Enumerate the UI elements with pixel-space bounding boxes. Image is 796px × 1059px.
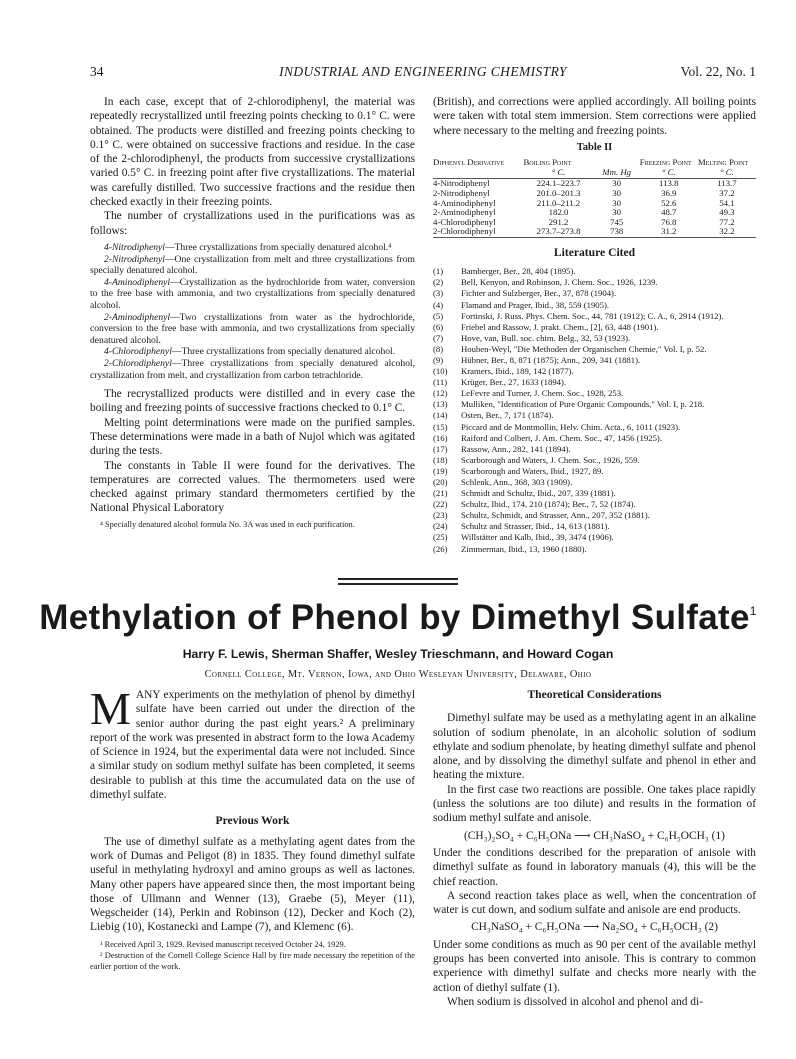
reference-number: (11) xyxy=(433,377,448,388)
reference-text: Hübner, Ber., 8, 871 (1875); Ann., 209, 341 (1881). xyxy=(461,354,641,365)
body-paragraph: The use of dimethyl sulfate as a methylating agent dates from the work of Dumas and Peligot (8) in 1835. They found dimethyl sulfate useful in methylating hydroxyl and amino groups as well as lactones. Many other papers have appeared since then, the most important being those of Ullmann and Wenner (13), Graebe (5), Meyer (11), Wegscheider (14), Perkin and Robinson (12), Decker and Koch (2), Liebig (10), Kostanecki and Lampe (7), and Klemenc (6). xyxy=(90,835,415,934)
volume-issue: Vol. 22, No. 1 xyxy=(680,64,756,79)
reference-item xyxy=(433,322,756,333)
body-paragraph: The recrystallized products were distilled and in every case the boiling and freezing points of successive fractions checked to 0.1° C. xyxy=(90,388,415,415)
table-title: Table II xyxy=(576,141,613,153)
reference-number: (22) xyxy=(433,499,448,510)
reference-item xyxy=(433,410,756,421)
unit-cell: ° C. xyxy=(698,168,756,179)
reference-text: Schmidt and Schultz, Ibid., 207, 339 (1881). xyxy=(461,488,616,499)
reference-text: Zimmerman, Ibid., 13, 1960 (1880). xyxy=(461,543,587,554)
reference-number: (9) xyxy=(433,354,444,365)
reference-text: Willstätter and Kalb, Ibid., 39, 3474 (1906). xyxy=(461,532,614,543)
reference-item xyxy=(433,422,756,433)
reference-text: Raiford and Colbert, J. Am. Chem. Soc., 47, 1456 (1925). xyxy=(461,432,662,443)
reference-number: (20) xyxy=(433,477,448,488)
reference-text: Schultz and Strasser, Ibid., 14, 613 (1881). xyxy=(461,521,610,532)
reference-number: (19) xyxy=(433,465,448,476)
body-paragraph: When sodium is dissolved in alcohol and phenol and di- xyxy=(447,995,703,1008)
table-row xyxy=(433,227,756,237)
reference-item xyxy=(433,433,756,444)
reference-item xyxy=(433,444,756,455)
table-cell: 30 xyxy=(612,197,622,208)
reference-item xyxy=(433,544,756,555)
column-header: Boiling Point xyxy=(523,157,572,168)
reference-text: Fortinski, J. Russ. Phys. Chem. Soc., 44, 781 (1912); C. A., 6, 2914 (1912). xyxy=(461,310,724,321)
table-cell: 32.2 xyxy=(698,227,756,237)
reference-number: (7) xyxy=(433,332,444,343)
article-divider xyxy=(338,578,458,580)
table-cell: 48.7 xyxy=(661,207,677,218)
reference-number: (25) xyxy=(433,532,448,543)
footnote: ⁴ Specially denatured alcohol formula No. 3A was used in each purification. xyxy=(100,519,355,529)
reference-item xyxy=(433,377,756,388)
literature-heading: Literature Cited xyxy=(553,245,636,259)
page-number: 34 xyxy=(90,64,104,79)
column-header: Melting Point xyxy=(697,157,749,168)
reference-item xyxy=(433,521,756,532)
reference-item xyxy=(433,355,756,366)
reference-item xyxy=(433,277,756,288)
reference-item xyxy=(433,510,756,521)
reference-text: Houben-Weyl, "Die Methoden der Organischen Chemie," Vol. I, p. 52. xyxy=(461,343,707,354)
list-item: 2-Aminodiphenyl—Two crystallizations from water as the hydrochloride, conversion to the free base with ammonia, and two crystallizations from specially denatured alcohol. xyxy=(90,311,415,346)
table-cell: 76.8 xyxy=(661,216,677,227)
table-cell: 49.3 xyxy=(719,207,735,218)
unit-cell xyxy=(433,168,523,179)
body-paragraph: (British), and corrections were applied accordingly. All boiling points were taken with total stem immersion. Stem corrections were applied where necessary to the melting and freezing points. xyxy=(433,96,756,137)
footnote: ² Destruction of the Cornell College Science Hall by fire made necessary the repetition of the earlier portion of the work. xyxy=(90,950,415,971)
table-cell: 113.8 xyxy=(659,178,679,189)
table-cell: 30 xyxy=(612,178,622,189)
reference-number: (1) xyxy=(433,266,444,277)
table-cell: 2-Nitrodiphenyl xyxy=(433,187,490,198)
reference-number: (8) xyxy=(433,343,444,354)
reference-text: Fichter and Sulzberger, Ber., 37, 878 (1904). xyxy=(461,288,617,299)
reference-item xyxy=(433,344,756,355)
reference-text: LeFevre and Turner, J. Chem. Soc., 1928, 253. xyxy=(461,388,624,399)
section-heading: Theoretical Considerations xyxy=(527,688,662,701)
reference-text: Mulliken, "Identification of Pure Organic Compounds," Vol. I, p. 218. xyxy=(461,399,705,410)
reference-item xyxy=(433,288,756,299)
reference-item xyxy=(433,488,756,499)
reference-list xyxy=(433,266,756,554)
reference-item xyxy=(433,499,756,510)
table-cell: 113.7 xyxy=(717,178,737,189)
article-right-column xyxy=(433,688,756,1009)
table-cell: 54.1 xyxy=(719,197,735,208)
reference-text: Scarborough and Waters, J. Chem. Soc., 1926, 559. xyxy=(461,454,640,465)
title-footnote-marker: 1 xyxy=(749,604,757,618)
reference-item xyxy=(433,532,756,543)
reference-item xyxy=(433,366,756,377)
table-cell: 182.0 xyxy=(548,207,569,218)
reference-number: (14) xyxy=(433,410,448,421)
reference-number: (16) xyxy=(433,432,448,443)
table-cell: 4-Chlorodiphenyl xyxy=(433,216,496,227)
body-paragraph: In the first case two reactions are possible. One takes place rapidly (unless the solutions are too dilute) and results in the formation of sodium methyl sulfate and anisole. xyxy=(433,783,756,825)
table-cell: 31.2 xyxy=(640,227,698,237)
table-cell: 2-Aminodiphenyl xyxy=(433,207,496,218)
prev-article-left-column xyxy=(90,95,415,530)
list-item: 4-Aminodiphenyl—Crystallization as the hydrochloride from water, conversion to the free base with ammonia, and two crystallizations from specially denatured alcohol. xyxy=(90,276,415,311)
reference-text: Hove, van, Bull. soc. chim. Belg., 32, 53 (1923). xyxy=(461,332,631,343)
reference-text: Rassow, Ann., 282, 141 (1894). xyxy=(461,443,571,454)
unit-cell: ° C. xyxy=(640,168,698,179)
equation-2: CH₃NaSO₄ + C₆H₅ONa ⟶ Na₂SO₄ + C₆H₅OCH₃ (2) xyxy=(471,921,718,934)
article-title: Methylation of Phenol by Dimethyl Sulfate$^1$ xyxy=(39,598,757,637)
table-cell: 30 xyxy=(612,207,622,218)
body-paragraph: Dimethyl sulfate may be used as a methylating agent in an alkaline solution of sodium phenolate, in an alcoholic solution of sodium ethylate and sodium phenolate, by heating dimethyl sulfate and phenol alone, and by dissolving the dimethyl sulfate and phenol in ether and heating the mixture. xyxy=(433,712,756,782)
list-item: 2-Chlorodiphenyl—Three crystallizations from specially denatured alcohol, crystallization from melt, and crystallization from carbon tetrachloride. xyxy=(90,357,415,381)
table-cell: 291.2 xyxy=(548,216,569,227)
reference-number: (6) xyxy=(433,321,444,332)
drop-cap: M xyxy=(90,683,131,734)
reference-number: (4) xyxy=(433,299,444,310)
list-item: 4-Chlorodiphenyl—Three crystallizations from specially denatured alcohol. xyxy=(104,346,396,358)
reference-item xyxy=(433,399,756,410)
table-cell: 273.7–273.8 xyxy=(523,227,593,237)
reference-number: (10) xyxy=(433,366,448,377)
reference-number: (2) xyxy=(433,277,444,288)
table-cell: 36.9 xyxy=(661,187,677,198)
column-header: Freezing Point xyxy=(639,157,692,168)
reference-number: (15) xyxy=(433,421,448,432)
reference-item xyxy=(433,477,756,488)
body-paragraph: In each case, except that of 2-chlorodiphenyl, the material was repeatedly recrystallized until freezing points checking to 0.1° C. were obtained. The products were distilled and freezing points checking to 0.1° C. were obtained on successive fractions and residue. In the case of the 2-chlorodiphenyl, the products from successive crystallizations varied 0.5° C. in freezing point after five crystallizations. The material was carefully distilled. Two successive fractions and the residue then checked exactly in their freezing points. xyxy=(90,96,415,209)
journal-title: INDUSTRIAL AND ENGINEERING CHEMISTRY xyxy=(279,64,567,79)
reference-text: Schultz, Ibid., 174, 210 (1874); Ber., 7, 52 (1874). xyxy=(461,499,636,510)
crystallization-list xyxy=(90,242,415,381)
reference-item xyxy=(433,311,756,322)
table-cell: 30 xyxy=(612,187,622,198)
article-divider xyxy=(338,583,458,585)
table-cell: 4-Aminodiphenyl xyxy=(433,197,496,208)
table-cell: 738 xyxy=(594,227,640,237)
reference-number: (23) xyxy=(433,510,448,521)
reference-number: (21) xyxy=(433,488,448,499)
footnote: ¹ Received April 3, 1929. Revised manuscript received October 24, 1929. xyxy=(100,939,346,949)
equation-1: (CH₃)₂SO₄ + C₆H₅ONa ⟶ CH₃NaSO₄ + C₆H₅OCH₃ (1) xyxy=(464,829,725,842)
affiliation: Cornell College, Mt. Vernon, Iowa, and Ohio Wesleyan University, Delaware, Ohio xyxy=(204,669,592,680)
body-paragraph: Melting point determinations were made on the purified samples. These determinations were made in a bath of Nujol which was agitated during the tests. xyxy=(90,416,415,458)
reference-number: (17) xyxy=(433,443,448,454)
reference-number: (5) xyxy=(433,310,444,321)
reference-item xyxy=(433,333,756,344)
reference-number: (12) xyxy=(433,388,448,399)
body-paragraph: Under some conditions as much as 90 per cent of the available methyl groups has been converted into anisole. This is contrary to common experience with dimethyl sulfate and checks more nearly with the action of diethyl sulfate (1). xyxy=(433,938,756,994)
reference-text: Flamand and Prager, Ibid., 38, 559 (1905). xyxy=(461,299,610,310)
table-cell: 745 xyxy=(610,216,624,227)
unit-cell: ° C. xyxy=(523,168,593,179)
reference-text: Osten, Ber., 7, 171 (1874). xyxy=(461,410,554,421)
reference-item xyxy=(433,466,756,477)
authors: Harry F. Lewis, Sherman Shaffer, Wesley Trieschmann, and Howard Cogan xyxy=(182,647,614,661)
body-paragraph: A second reaction takes place as well, when the concentration of water is cut down, and sodium sulfate and anisole are end products. xyxy=(433,889,756,917)
reference-text: Schultz, Schmidt, and Strasser, Ann., 207, 352 (1881). xyxy=(461,510,650,521)
list-item: 2-Nitrodiphenyl—One crystallization from melt and three crystallizations from specially denatured alcohol. xyxy=(90,253,415,277)
footnote-block xyxy=(90,939,415,972)
reference-number: (26) xyxy=(433,543,448,554)
reference-text: Friebel and Rassow, J. prakt. Chem., [2], 63, 448 (1901). xyxy=(461,321,659,332)
body-paragraph: The constants in Table II were found for the derivatives. The temperatures are corrected values. The thermometers used were checked against primary standard thermometers certified by the National Physical Laboratory xyxy=(90,459,415,515)
reference-text: Kramers, Ibid., 189, 142 (1877). xyxy=(461,366,574,377)
running-header xyxy=(90,64,756,82)
reference-number: (3) xyxy=(433,288,444,299)
reference-item xyxy=(433,388,756,399)
section-heading: Previous Work xyxy=(215,814,290,828)
body-paragraph: The number of crystallizations used in the purifications was as follows: xyxy=(90,210,415,237)
footnote-block xyxy=(90,519,415,530)
reference-number: (13) xyxy=(433,399,448,410)
reference-text: Bamberger, Ber., 28, 404 (1895). xyxy=(461,266,576,277)
intro-paragraph: MANY experiments on the methylation of phenol by dimethyl sulfate have been carried out under the direction of the senior author during the past eight years.² A preliminary report of the work was presented in abstract form to the Iowa Academy of Science in 1924, but the experimental data were not included. Since a similar study on sodium methyl sulfate has been completed, it seems desirable to publish at this time the accumulated data on the use of dimethyl sulfate. xyxy=(90,683,415,802)
reference-item xyxy=(433,455,756,466)
constants-table xyxy=(433,158,756,238)
list-item: 4-Nitrodiphenyl—Three crystallizations from specially denatured alcohol.⁴ xyxy=(104,241,392,253)
reference-number: (18) xyxy=(433,454,448,465)
column-header: Diphenyl Derivative xyxy=(433,157,505,168)
table-cell: 4-Nitrodiphenyl xyxy=(433,178,490,189)
reference-text: Krüger, Ber., 27, 1633 (1894). xyxy=(461,377,567,388)
reference-number: (24) xyxy=(433,521,448,532)
reference-item xyxy=(433,266,756,277)
table-cell: 2-Chlorodiphenyl xyxy=(433,227,523,237)
reference-item xyxy=(433,300,756,311)
table-cell: 224.1–223.7 xyxy=(536,178,581,189)
article-left-column xyxy=(90,683,415,972)
table-cell: 37.2 xyxy=(719,187,735,198)
reference-text: Schlenk, Ann., 368, 303 (1909). xyxy=(461,477,573,488)
reference-text: Bell, Kenyon, and Robinson, J. Chem. Soc., 1926, 1239. xyxy=(461,277,658,288)
reference-text: Piccard and de Montmollin, Helv. Chim. Acta., 6, 1011 (1923). xyxy=(461,421,681,432)
table-cell: 52.6 xyxy=(661,197,677,208)
table-cell: 211.0–211.2 xyxy=(536,197,581,208)
table-cell: 77.2 xyxy=(719,216,735,227)
reference-text: Scarborough and Waters, Ibid., 1927, 89. xyxy=(461,465,604,476)
table-cell: 201.0–201.3 xyxy=(536,187,581,198)
unit-cell: Mm. Hg xyxy=(594,168,640,179)
body-paragraph: Under the conditions described for the preparation of anisole with dimethyl sulfate as found in laboratory manuals (4), this will be the chief reaction. xyxy=(433,846,756,888)
prev-article-right-column xyxy=(433,95,756,555)
